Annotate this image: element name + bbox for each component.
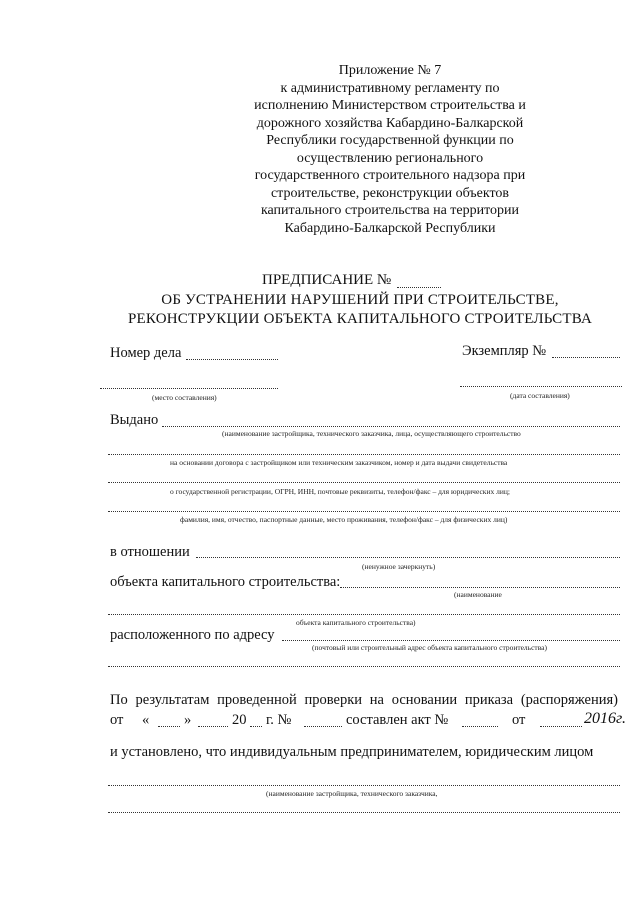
act-label: составлен акт № <box>346 712 449 728</box>
established-text: и установлено, что индивидуальным предпринимателем, юридическим лицом <box>110 744 594 760</box>
issued-caption: фамилия, имя, отчество, паспортные данные, место проживания, телефон/факс – для физических лиц) <box>180 515 508 524</box>
act-date-field[interactable] <box>540 726 582 727</box>
place-field[interactable] <box>100 388 278 389</box>
developer-field[interactable] <box>108 785 620 786</box>
issued-caption: на основании договора с застройщиком или техническим заказчиком, номер и дата выдачи свидетельства <box>170 458 508 467</box>
appendix-line: к административному регламенту по <box>280 80 500 96</box>
developer-field-2[interactable] <box>108 812 620 813</box>
order-day-field[interactable] <box>158 726 180 727</box>
year-prefix: 20 <box>232 712 247 728</box>
place-caption: (место составления) <box>152 393 217 402</box>
object-field-2[interactable] <box>108 614 620 615</box>
appendix-line: осуществлению регионального <box>296 150 484 166</box>
date-field[interactable] <box>460 386 622 387</box>
act-year: 2016г. <box>584 710 627 727</box>
appendix-line: государственного строительного надзора при <box>254 168 526 183</box>
order-month-field[interactable] <box>198 726 228 727</box>
appendix-line: строительстве, реконструкции объектов <box>270 185 510 201</box>
copy-number-label: Экземпляр № <box>462 343 547 359</box>
order-number-field[interactable] <box>304 726 342 727</box>
order-number-label: г. № <box>266 712 292 728</box>
object-caption: (наименование <box>454 590 502 599</box>
appendix-line: дорожного хозяйства Кабардино-Балкарской <box>256 115 524 131</box>
address-field-2[interactable] <box>108 666 620 667</box>
order-year-field[interactable] <box>250 726 262 727</box>
issued-field-4[interactable] <box>108 511 620 512</box>
relation-caption: (ненужное зачеркнуть) <box>362 562 436 571</box>
results-text: По результатам проведенной проверки на основании приказа (распоряжения) <box>110 692 618 708</box>
title-subline-2: РЕКОНСТРУКЦИИ ОБЪЕКТА КАПИТАЛЬНОГО СТРОИТЕЛЬСТВА <box>127 311 593 327</box>
issued-field-2[interactable] <box>108 454 620 455</box>
address-field[interactable] <box>282 640 620 641</box>
issued-field-3[interactable] <box>108 482 620 483</box>
appendix-header <box>230 62 550 237</box>
case-number-label: Номер дела <box>110 345 182 361</box>
issued-caption: (наименование застройщика, технического заказчика, лица, осуществляющего строительство <box>222 429 521 438</box>
quote-close: » <box>184 712 192 728</box>
issued-caption: о государственной регистрации, ОГРН, ИНН, почтовые реквизиты, телефон/факс – для юридических лиц; <box>170 487 510 496</box>
relation-field[interactable] <box>196 557 620 558</box>
copy-number-field[interactable] <box>552 357 620 358</box>
address-caption: (почтовый или строительный адрес объекта капитального строительства) <box>312 643 547 652</box>
relation-label: в отношении <box>110 544 190 560</box>
appendix-line: капитального строительства на территории <box>260 203 520 218</box>
issued-label: Выдано <box>110 412 159 428</box>
act-from-label: от <box>512 712 526 728</box>
developer-caption: (наименование застройщика, технического заказчика, <box>266 789 438 798</box>
act-number-field[interactable] <box>462 726 498 727</box>
object-label: объекта капитального строительства: <box>110 574 341 590</box>
prescription-number-field[interactable] <box>397 287 441 288</box>
object-caption: объекта капитального строительства) <box>296 618 416 627</box>
address-label: расположенного по адресу <box>110 627 275 643</box>
appendix-line: Кабардино-Балкарской Республики <box>284 220 496 236</box>
appendix-line: Приложение № 7 <box>338 63 442 78</box>
quote-open: « <box>142 712 150 728</box>
document-title: ПРЕДПИСАНИЕ № <box>262 272 392 288</box>
order-from-label: от <box>110 712 124 728</box>
appendix-line: исполнению Министерством строительства и <box>254 98 526 113</box>
date-caption: (дата составления) <box>510 391 570 400</box>
object-field[interactable] <box>340 587 620 588</box>
title-subline-1: ОБ УСТРАНЕНИИ НАРУШЕНИЙ ПРИ СТРОИТЕЛЬСТВЕ, <box>161 292 559 308</box>
issued-field[interactable] <box>162 426 620 427</box>
appendix-line: Республики государственной функции по <box>266 133 514 148</box>
case-number-field[interactable] <box>186 359 278 360</box>
